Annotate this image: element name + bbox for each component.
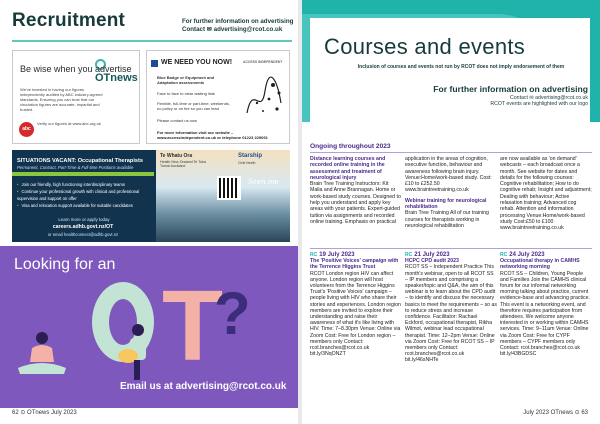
course-title: Webinar training for neurological rehabilitation	[405, 197, 487, 211]
ad-body: We've invested in having our figures independently audited by ABC industry-agreed standards. Ensuring you can trust that our circulation figures are accurate, impartial and trusted.	[20, 87, 103, 112]
ad-heading: SITUATIONS VACANT: Occupational Therapists	[17, 158, 143, 164]
course-body: Brain Tree Training Instructors: Kit Malia and Anne Brannagan. Home or work-based study courses. Designed to help you understand and apply key areas with your patients. Expert-guided tuition via assignments and recorded online training. Emphasis on practical	[310, 181, 401, 225]
event-title: The 'Positive Voices' campaign with the Terrence Higgins Trust	[310, 258, 399, 271]
scribble-art-icon	[243, 73, 285, 121]
event-item	[405, 252, 497, 364]
page-footer: 62 ⊙ OTnews July 2023	[12, 410, 77, 416]
event-date-text: 21 July 2023	[414, 252, 450, 258]
rcot-logo-icon: RC	[310, 252, 318, 258]
ad-heading: WE NEED YOU NOW!	[161, 59, 233, 66]
section-heading: Ongoing throughout 2023	[310, 143, 391, 150]
ad-line: Face to face to clear waiting lists	[157, 91, 215, 96]
ongoing-course	[500, 156, 592, 232]
org-logo-text: Te Whatu Ora	[160, 153, 193, 159]
otnews-abc-advert	[12, 50, 140, 144]
event-date-text: 24 July 2023	[509, 252, 545, 258]
list-item: • Visa and relocation support available for suitable candidates	[17, 202, 149, 209]
learn-more: Learn more or apply today	[58, 217, 110, 222]
course-title: Distance learning courses and recorded online training in the assessment and treatment of neurological injury	[310, 156, 386, 181]
badge-icon	[151, 60, 158, 67]
course-body: are now available as 'on demand' webcasts – each broadcast once a month. See website for dates and details for the following courses: Cognitive rehabilitation; How to do cognitive rehab; Insight and adjustment; Dealing with behaviour; Active relaxation training; Advanced cog rehab. Attention and information processing Venue:Home/work-based study Cost:£50 to £100 www.braintreetraining.co.uk	[500, 156, 592, 232]
advertising-contact	[302, 95, 588, 107]
starship-subtitle: Child Health	[238, 161, 256, 165]
org-subtitle: Health New Zealand Te Toka Tumai Auckland	[160, 160, 206, 168]
left-page	[0, 0, 298, 424]
letter-t-graphic: T	[162, 270, 224, 382]
ad-subheading: Permanent, Contract, Part-Time & Full-time Positions available	[17, 165, 134, 170]
event-title: HCPC CPD audit 2023	[405, 258, 459, 265]
qr-code-icon[interactable]	[217, 176, 241, 200]
abc-badge: abc	[19, 122, 34, 137]
guitar-player-icon	[112, 322, 158, 382]
event-body: RCOT London region HIV can affect anyone. London region will host volunteers from the Terrence Higgins Trust's 'Positive Voices' campaign – people living with HIV who share their stories and experiences. London region members are invited to explore their understanding and raise their awareness of what it's like living with HIV. Time: 7–8.30pm Venue: Online via Zoom Cost: Free for London region – members only Contact: rcot.branches@rcot.co.uk bit.ly/3NqONZT	[310, 270, 401, 358]
ad-line: Please contact us now	[157, 118, 198, 123]
event-body: RCOT SS – Children, Young People and Families Join the CAMHS clinical forum for our informal networking morning talking about practice, current evidence-base and advancing practice. This event is a networking event, and therefore requires participation from attendees. We welcome anyone interested in or working within CAMHS services. Time: 9–11am Venue: Online via Zoom Cost: Free for CYPF members – CYPF members only Contact: rcot.branches@rcot.co.uk bit.ly/43BGDSC	[500, 270, 590, 358]
meditating-person-icon	[14, 328, 70, 376]
right-page	[302, 0, 600, 424]
looking-for-ot-advert	[0, 246, 298, 408]
event-item	[310, 252, 402, 357]
divider	[310, 248, 592, 249]
email-link[interactable]: or email healthconnect@adhb.govt.nz	[47, 232, 119, 237]
question-mark-graphic: ?	[214, 280, 251, 347]
ad-heading: Be wise when you advertise	[20, 64, 132, 74]
ad-website[interactable]: For more information visit our website – www.accessindependent.co.uk or telephone 01223 229091	[157, 130, 268, 140]
page-title: Courses and events	[324, 34, 526, 59]
contact-email[interactable]: Contact ✉ advertising@rcot.co.uk	[510, 95, 588, 101]
advertising-contact	[182, 18, 293, 34]
divider	[12, 40, 292, 42]
advertising-heading: For further information on advertising	[433, 84, 588, 94]
ad-line: Blue Badge or Equipment and Adaptation assessments	[157, 75, 215, 85]
benefits-list	[17, 181, 149, 209]
divider	[310, 152, 592, 153]
logo-note: RCOT events are highlighted with our logo	[490, 101, 588, 107]
careers-link[interactable]: careers.adhb.govt.nz/OT	[52, 224, 114, 230]
contact-email[interactable]: Contact ✉ advertising@rcot.co.uk	[182, 26, 283, 33]
script-tagline: Seen me	[248, 178, 279, 186]
event-date-text: 19 July 2023	[319, 252, 355, 258]
event-item	[500, 252, 592, 357]
contact-line: For further information on advertising	[182, 18, 294, 25]
ad-heading: Looking for an	[14, 256, 116, 273]
ongoing-course	[310, 156, 402, 225]
event-title: Occupational therapy in CAMHS networking morning	[500, 258, 580, 271]
ad-line: Flexible, full-time or part-time, weekends, no policy or on fee so you can lead	[157, 101, 230, 111]
starship-logo: Starship	[238, 153, 263, 159]
rcot-logo-icon: RC	[405, 252, 413, 258]
event-body: RCOT SS – Independent Practice This month's webinar, open to all RCOT SS – IP members and comprising a speaker/topic and Q&A, the aim of this webinar is to learn about the CPD audit – to identify and discuss the necessary basics to meet the requirements – so as to reduce stress and increase confidence. Facilitator: Rachael Eckford, occupational therapist, Rikha Wilmot, webinar lead occupational therapist. Time: 12–2pm Venue: Online via Zoom Cost: Free for RCOT SS – IP members only Contact: rcot.branches@rcot.co.uk bit.ly/46sNHTe	[405, 264, 497, 364]
course-body: application in the areas of cognition, executive function, behaviour and awareness following brain injury. Venue:Home/work-based study. Cost:£10 to £252.50 www.braintreetraining.co.uk	[405, 156, 492, 194]
page-title: Recruitment	[12, 10, 126, 31]
situations-vacant-advert	[12, 150, 290, 242]
brand-name: ACCESS INDEPENDENT	[243, 60, 283, 64]
rcot-logo-icon: RC	[500, 252, 508, 258]
ongoing-course	[405, 156, 497, 229]
logo-text: OTnews	[95, 72, 138, 84]
verify-link[interactable]: Verify our figures at www.abc.org.uk	[37, 121, 101, 126]
accent-bar	[12, 172, 154, 176]
page-footer: July 2023 OTnews ⊙ 63	[523, 410, 588, 416]
access-independent-advert	[146, 50, 290, 144]
course-body: Brain Tree Training All of our training courses for therapists working in neurological rehabilitation	[405, 210, 489, 229]
disclaimer: Inclusion of courses and events not run by RCOT does not imply endorsement of them	[357, 64, 565, 70]
advertising-email[interactable]: Email us at advertising@rcot.co.uk	[120, 381, 287, 392]
list-item: • Join our friendly, high functioning interdisciplinary teams	[17, 181, 149, 188]
list-item: • Continue your professional growth with clinical and professional supervision and support on offer	[17, 188, 149, 202]
